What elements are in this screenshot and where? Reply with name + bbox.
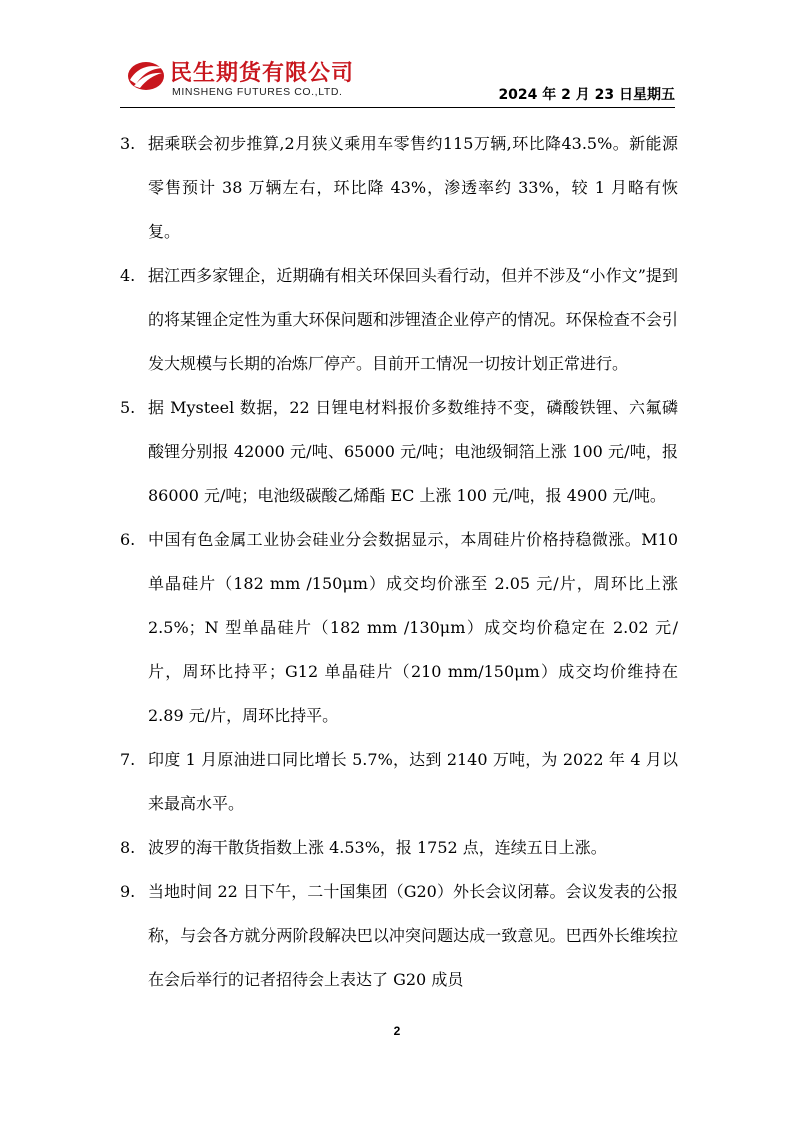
- list-item: [120, 386, 690, 518]
- logo-chinese-name: 民生期货有限公司: [170, 61, 355, 86]
- page-number: 2: [393, 1024, 401, 1038]
- list-item-text: 印度 1 月原油进口同比增长 5.7%，达到 2140 万吨，为 2022 年 4 月以来最高水平。: [148, 750, 678, 813]
- page-header: [120, 52, 675, 102]
- list-item-number: 5.: [120, 398, 136, 417]
- list-item-number: 6.: [120, 530, 136, 549]
- list-item-number: 7.: [120, 750, 136, 769]
- list-item-text: 中国有色金属工业协会硅业分会数据显示，本周硅片价格持稳微涨。M10 单晶硅片（182 mm /150μm）成交均价涨至 2.05 元/片，周环比上涨 2.5%；N 型单晶硅片（182 mm /130μm）成交均价稳定在 2.02 元/片，周环比持平；G12 单晶硅片（210 mm/150μm）成交均价维持在 2.89 元/片，周环比持平。: [148, 530, 678, 725]
- list-item: [120, 518, 690, 738]
- list-item-text: 当地时间 22 日下午，二十国集团（G20）外长会议闭幕。会议发表的公报称，与会各方就分两阶段解决巴以冲突问题达成一致意见。巴西外长维埃拉在会后举行的记者招待会上表达了 G20 成员: [148, 882, 678, 989]
- logo-english-name: MINSHENG FUTURES CO.,LTD.: [172, 86, 343, 98]
- list-item-number: 9.: [120, 882, 136, 901]
- report-date: 2024 年 2 月 23 日星期五: [498, 87, 675, 103]
- list-item: [120, 254, 690, 386]
- list-item: [120, 870, 690, 1002]
- logo-swoosh-icon: [126, 58, 166, 92]
- list-item-text: 波罗的海干散货指数上涨 4.53%，报 1752 点，连续五日上涨。: [148, 838, 607, 857]
- list-item: [120, 122, 690, 254]
- company-logo: [126, 56, 426, 100]
- list-item-number: 8.: [120, 838, 136, 857]
- news-list: [120, 122, 690, 1002]
- list-item-text: 据江西多家锂企，近期确有相关环保回头看行动，但并不涉及“小作文”提到的将某锂企定性为重大环保问题和涉锂渣企业停产的情况。环保检查不会引发大规模与长期的冶炼厂停产。目前开工情况一切按计划正常进行。: [148, 266, 678, 373]
- list-item-text: 据乘联会初步推算,2月狭义乘用车零售约115万辆,环比降43.5%。新能源零售预计 38 万辆左右，环比降 43%，渗透率约 33%，较 1 月略有恢复。: [148, 134, 678, 241]
- list-item: [120, 738, 690, 826]
- list-item: [120, 826, 690, 870]
- header-divider: [120, 107, 675, 108]
- list-item-number: 3.: [120, 134, 136, 153]
- list-item-number: 4.: [120, 266, 136, 285]
- list-item-text: 据 Mysteel 数据，22 日锂电材料报价多数维持不变，磷酸铁锂、六氟磷酸锂分别报 42000 元/吨、65000 元/吨；电池级铜箔上涨 100 元/吨，报 86000 元/吨；电池级碳酸乙烯酯 EC 上涨 100 元/吨，报 4900 元/吨。: [148, 398, 678, 505]
